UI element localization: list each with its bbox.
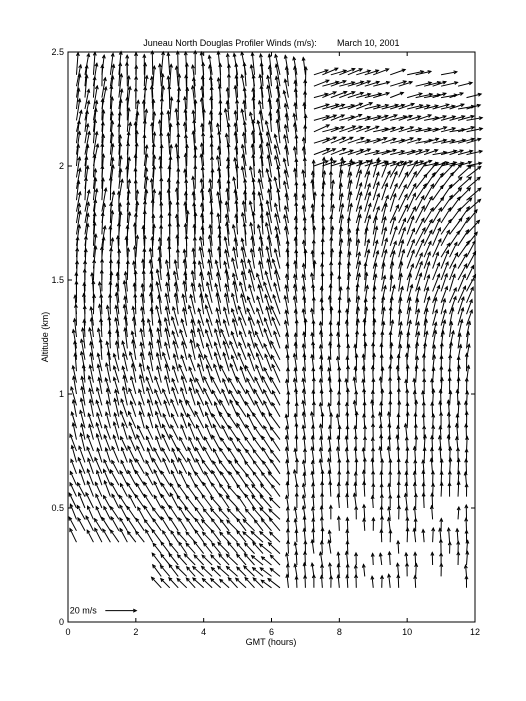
y-axis-label: Altitude (km): [40, 311, 50, 363]
y-tick-label: 2.5: [51, 47, 64, 57]
x-tick-label: 0: [65, 627, 71, 637]
x-tick-label: 6: [268, 627, 275, 637]
x-tick-label: 8: [336, 627, 342, 637]
chart-date: March 10, 2001: [337, 38, 400, 48]
x-tick-label: 2: [133, 627, 139, 637]
y-tick-label: 2: [58, 161, 64, 171]
y-tick-label: 1: [58, 389, 64, 399]
x-tick-label: 12: [469, 627, 481, 637]
y-tick-label: 0: [58, 617, 64, 627]
y-tick-label: 1.5: [51, 275, 64, 285]
reference-label: 20 m/s: [69, 605, 97, 616]
x-axis-label: GMT (hours): [245, 637, 297, 647]
chart-title: Juneau North Douglas Profiler Winds (m/s):: [143, 38, 317, 48]
x-tick-label: 4: [201, 627, 207, 637]
x-tick-label: 10: [402, 627, 413, 637]
y-tick-label: 0.5: [51, 503, 64, 513]
